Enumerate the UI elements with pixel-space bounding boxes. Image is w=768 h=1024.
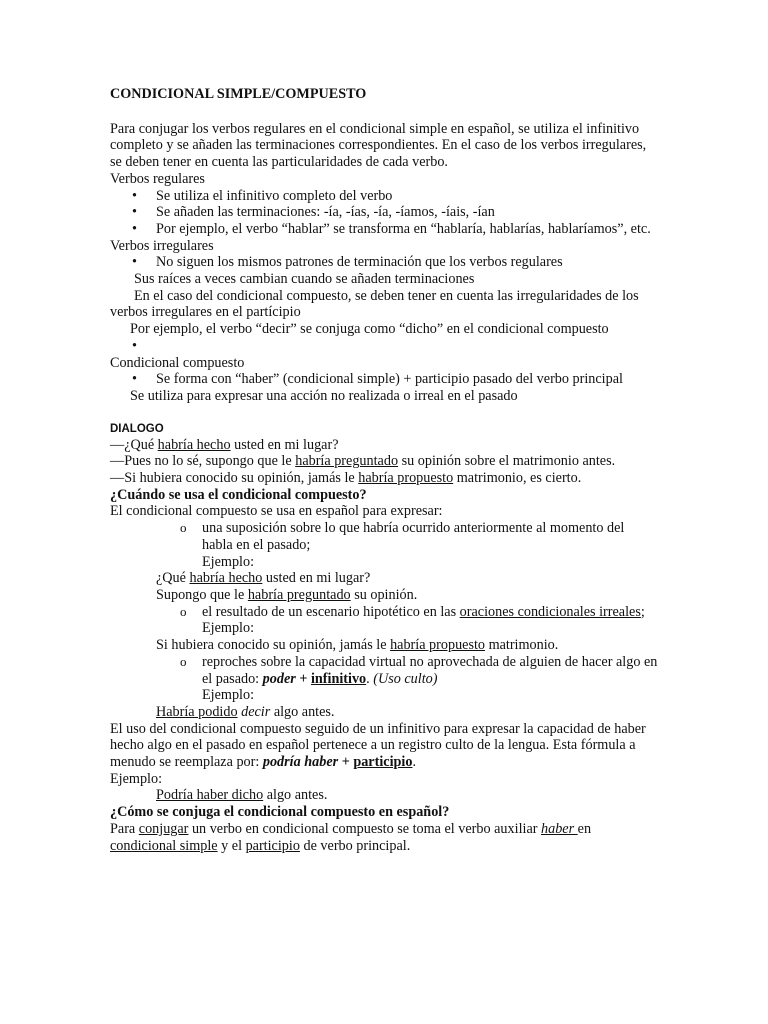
- sub-list-item: o reproches sobre la capacidad virtual no aprovechada de alguien de hacer algo en el pasado: poder + infinitivo. (Uso culto): [180, 653, 658, 687]
- irregulares-line: Sus raíces a veces cambian cuando se añaden terminaciones: [134, 271, 475, 288]
- document-title: CONDICIONAL SIMPLE/COMPUESTO: [110, 86, 367, 102]
- ejemplo-label: Ejemplo:: [110, 770, 163, 787]
- circle-bullet-icon: o: [180, 603, 187, 619]
- ejemplo-label: Ejemplo:: [202, 553, 255, 570]
- question-intro: El condicional compuesto se usa en español para expresar:: [110, 503, 443, 520]
- irregulares-line: Por ejemplo, el verbo “decir” se conjuga como “dicho” en el condicional compuesto: [130, 321, 609, 338]
- question-heading: ¿Cuándo se usa el condicional compuesto?: [110, 486, 367, 503]
- example-line: ¿Qué habría hecho usted en mi lugar?: [156, 570, 371, 587]
- dialog-line: —Si hubiera conocido su opinión, jamás le habría propuesto matrimonio, es cierto.: [110, 470, 582, 487]
- conjugation-paragraph: Para conjugar un verbo en condicional compuesto se toma el verbo auxiliar haber en condicional simple y el participio de verbo principal.: [110, 820, 592, 854]
- dialog-line: —¿Qué habría hecho usted en mi lugar?: [110, 436, 339, 453]
- list-item: • Por ejemplo, el verbo “hablar” se transforma en “hablaría, hablarías, hablaríamos”, etc.: [110, 221, 658, 238]
- irregulares-heading: Verbos irregulares: [110, 237, 214, 254]
- example-line: Supongo que le habría preguntado su opinión.: [156, 586, 418, 603]
- uso-paragraph: El uso del condicional compuesto seguido de un infinitivo para expresar la capacidad de haber hecho algo en el pasado en español pertenece a un registro culto de la lengua. Esta fórmula a menudo se reemplaza por: podría haber + participio.: [110, 720, 646, 771]
- regulares-heading: Verbos regulares: [110, 170, 205, 187]
- compuesto-heading: Condicional compuesto: [110, 354, 245, 371]
- ejemplo-label: Ejemplo:: [202, 620, 255, 637]
- intro-paragraph: Para conjugar los verbos regulares en el condicional simple en español, se utiliza el infinitivo completo y se añaden las terminaciones correspondientes. En el caso de los verbos irregulares, se deben tener en cuenta las particularidades de cada verbo.: [110, 120, 647, 171]
- dialog-line: —Pues no lo sé, supongo que le habría preguntado su opinión sobre el matrimonio antes.: [110, 453, 616, 470]
- list-item: • Se forma con “haber” (condicional simple) + participio pasado del verbo principal: [110, 371, 658, 388]
- list-item: • Se utiliza el infinitivo completo del verbo: [110, 188, 658, 205]
- example-line: Podría haber dicho algo antes.: [156, 787, 328, 804]
- circle-bullet-icon: o: [180, 653, 187, 669]
- irregulares-line: En el caso del condicional compuesto, se deben tener en cuenta las irregularidades de los verbos irregulares en el partícipio: [110, 287, 639, 321]
- list-item: • No siguen los mismos patrones de terminación que los verbos regulares: [110, 254, 658, 271]
- ejemplo-label: Ejemplo:: [202, 687, 255, 704]
- sub-list-item: o el resultado de un escenario hipotético en las oraciones condicionales irreales;: [180, 603, 645, 620]
- empty-bullet: [110, 338, 658, 355]
- example-line: Si hubiera conocido su opinión, jamás le habría propuesto matrimonio.: [156, 637, 559, 654]
- question-heading: ¿Cómo se conjuga el condicional compuesto en español?: [110, 804, 450, 821]
- sub-list-item: o una suposición sobre lo que habría ocurrido anteriormente al momento del habla en el pasado;: [180, 520, 625, 553]
- dialogo-heading: DIALOGO: [110, 422, 164, 435]
- list-item: • Se añaden las terminaciones: -ía, -ías, -ía, -íamos, -íais, -ían: [110, 204, 658, 221]
- spacer: [110, 103, 658, 121]
- compuesto-line: Se utiliza para expresar una acción no realizada o irreal en el pasado: [130, 387, 518, 404]
- example-line: Habría podido decir algo antes.: [156, 703, 335, 720]
- circle-bullet-icon: o: [180, 520, 187, 536]
- document-page: [110, 86, 658, 854]
